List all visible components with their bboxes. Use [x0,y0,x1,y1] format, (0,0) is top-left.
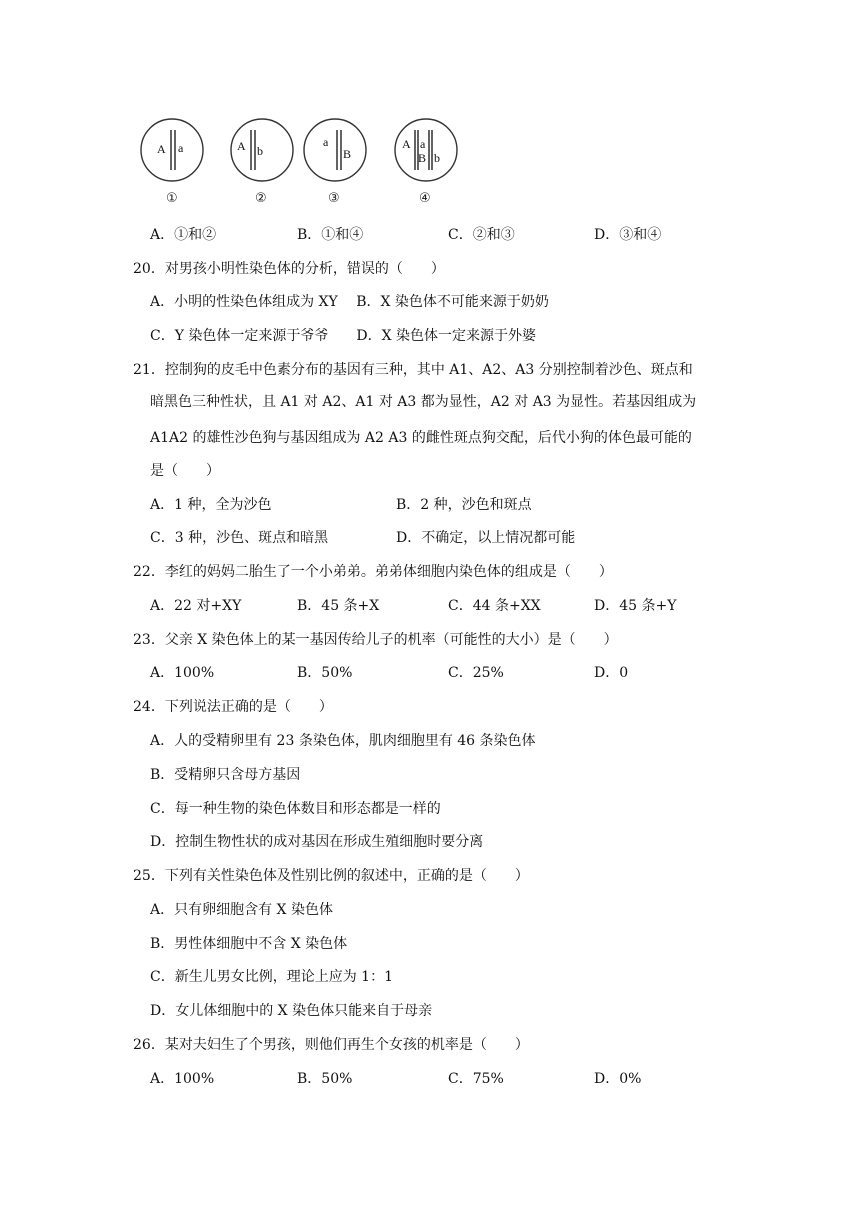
q23-option-b: B．50% [297,665,353,681]
q22-option-b: B．45 条+X [297,598,380,614]
q24-option-d: D．控制生物性状的成对基因在形成生殖细胞时要分离 [150,834,484,850]
q21-option-c: C．3 种，沙色、斑点和暗黑 [150,530,329,546]
q21-stem-line4: 是（ ） [150,463,220,479]
gene-label: a [420,137,426,151]
q19-option-a: A．①和② [150,227,217,243]
q21-stem-line1: 21．控制狗的皮毛中色素分布的基因有三种，其中 A1、A2、A3 分别控制着沙色、斑点和 [133,362,693,378]
q20-options-row2: C．Y 染色体一定来源于爷爷 D．X 染色体一定来源于外婆 [150,328,537,344]
chromosome-cells-figure [140,112,480,212]
cell-caption: ④ [419,191,431,206]
gene-label: B [418,151,427,165]
q22-option-a: A．22 对+XY [150,598,242,614]
q23-option-a: A．100% [150,665,215,681]
q23-option-d: D．0 [594,665,629,681]
q23-stem: 23．父亲 X 染色体上的某一基因传给儿子的机率（可能性的大小）是（ ） [133,632,618,648]
q21-option-d: D．不确定，以上情况都可能 [396,530,576,546]
q19-option-b: B．①和④ [297,227,364,243]
q25-option-a: A．只有卵细胞含有 X 染色体 [150,902,333,918]
cell-1 [141,119,203,206]
q22-option-d: D．45 条+Y [594,598,677,614]
gene-label: A [157,142,166,156]
q21-stem-line3: A1A2 的雄性沙色狗与基因组成为 A2 A3 的雌性斑点狗交配，后代小狗的体色最可能的 [150,430,692,446]
cell-3 [304,119,366,206]
q24-option-a: A．人的受精卵里有 23 条染色体，肌肉细胞里有 46 条染色体 [150,733,536,749]
q24-option-c: C．每一种生物的染色体数目和形态都是一样的 [150,801,441,817]
q20-options-row1: A．小明的性染色体组成为 XY B．X 染色体不可能来源于奶奶 [150,294,549,310]
cell-caption: ② [255,191,267,206]
q24-option-b: B．受精卵只含母方基因 [150,767,301,783]
cell-2 [231,119,293,206]
q19-option-c: C．②和③ [448,227,515,243]
q26-option-d: D．0% [594,1071,642,1087]
q25-option-b: B．男性体细胞中不含 X 染色体 [150,936,348,952]
q25-option-d: D．女儿体细胞中的 X 染色体只能来自于母亲 [150,1003,433,1019]
q19-option-d: D．③和④ [594,227,662,243]
q26-option-b: B．50% [297,1071,353,1087]
cell-caption: ① [166,191,178,206]
gene-label: b [434,151,440,165]
gene-label: a [178,141,184,155]
q20-stem: 20．对男孩小明性染色体的分析，错误的（ ） [133,261,445,277]
q21-option-a: A．1 种，全为沙色 [150,497,272,513]
q24-stem: 24．下列说法正确的是（ ） [133,699,333,715]
cell-4 [395,119,457,206]
gene-label: B [343,147,352,161]
q23-option-c: C．25% [448,665,504,681]
gene-label: A [402,137,411,151]
q26-stem: 26．某对夫妇生了个男孩，则他们再生个女孩的机率是（ ） [133,1037,529,1053]
q25-stem: 25．下列有关性染色体及性别比例的叙述中，正确的是（ ） [133,868,529,884]
q21-option-b: B．2 种，沙色和斑点 [396,497,532,513]
q26-option-c: C．75% [448,1071,504,1087]
q22-stem: 22．李红的妈妈二胎生了一个小弟弟。弟弟体细胞内染色体的组成是（ ） [133,564,613,580]
gene-label: a [323,135,329,149]
q22-option-c: C．44 条+XX [448,598,541,614]
q26-option-a: A．100% [150,1071,215,1087]
gene-label: b [257,144,263,158]
gene-label: A [237,139,246,153]
q25-option-c: C．新生儿男女比例，理论上应为 1：1 [150,969,393,985]
q21-stem-line2: 暗黑色三种性状，且 A1 对 A2、A1 对 A3 都为显性，A2 对 A3 为显性。若基因组成为 [150,394,697,410]
cell-caption: ③ [328,191,340,206]
